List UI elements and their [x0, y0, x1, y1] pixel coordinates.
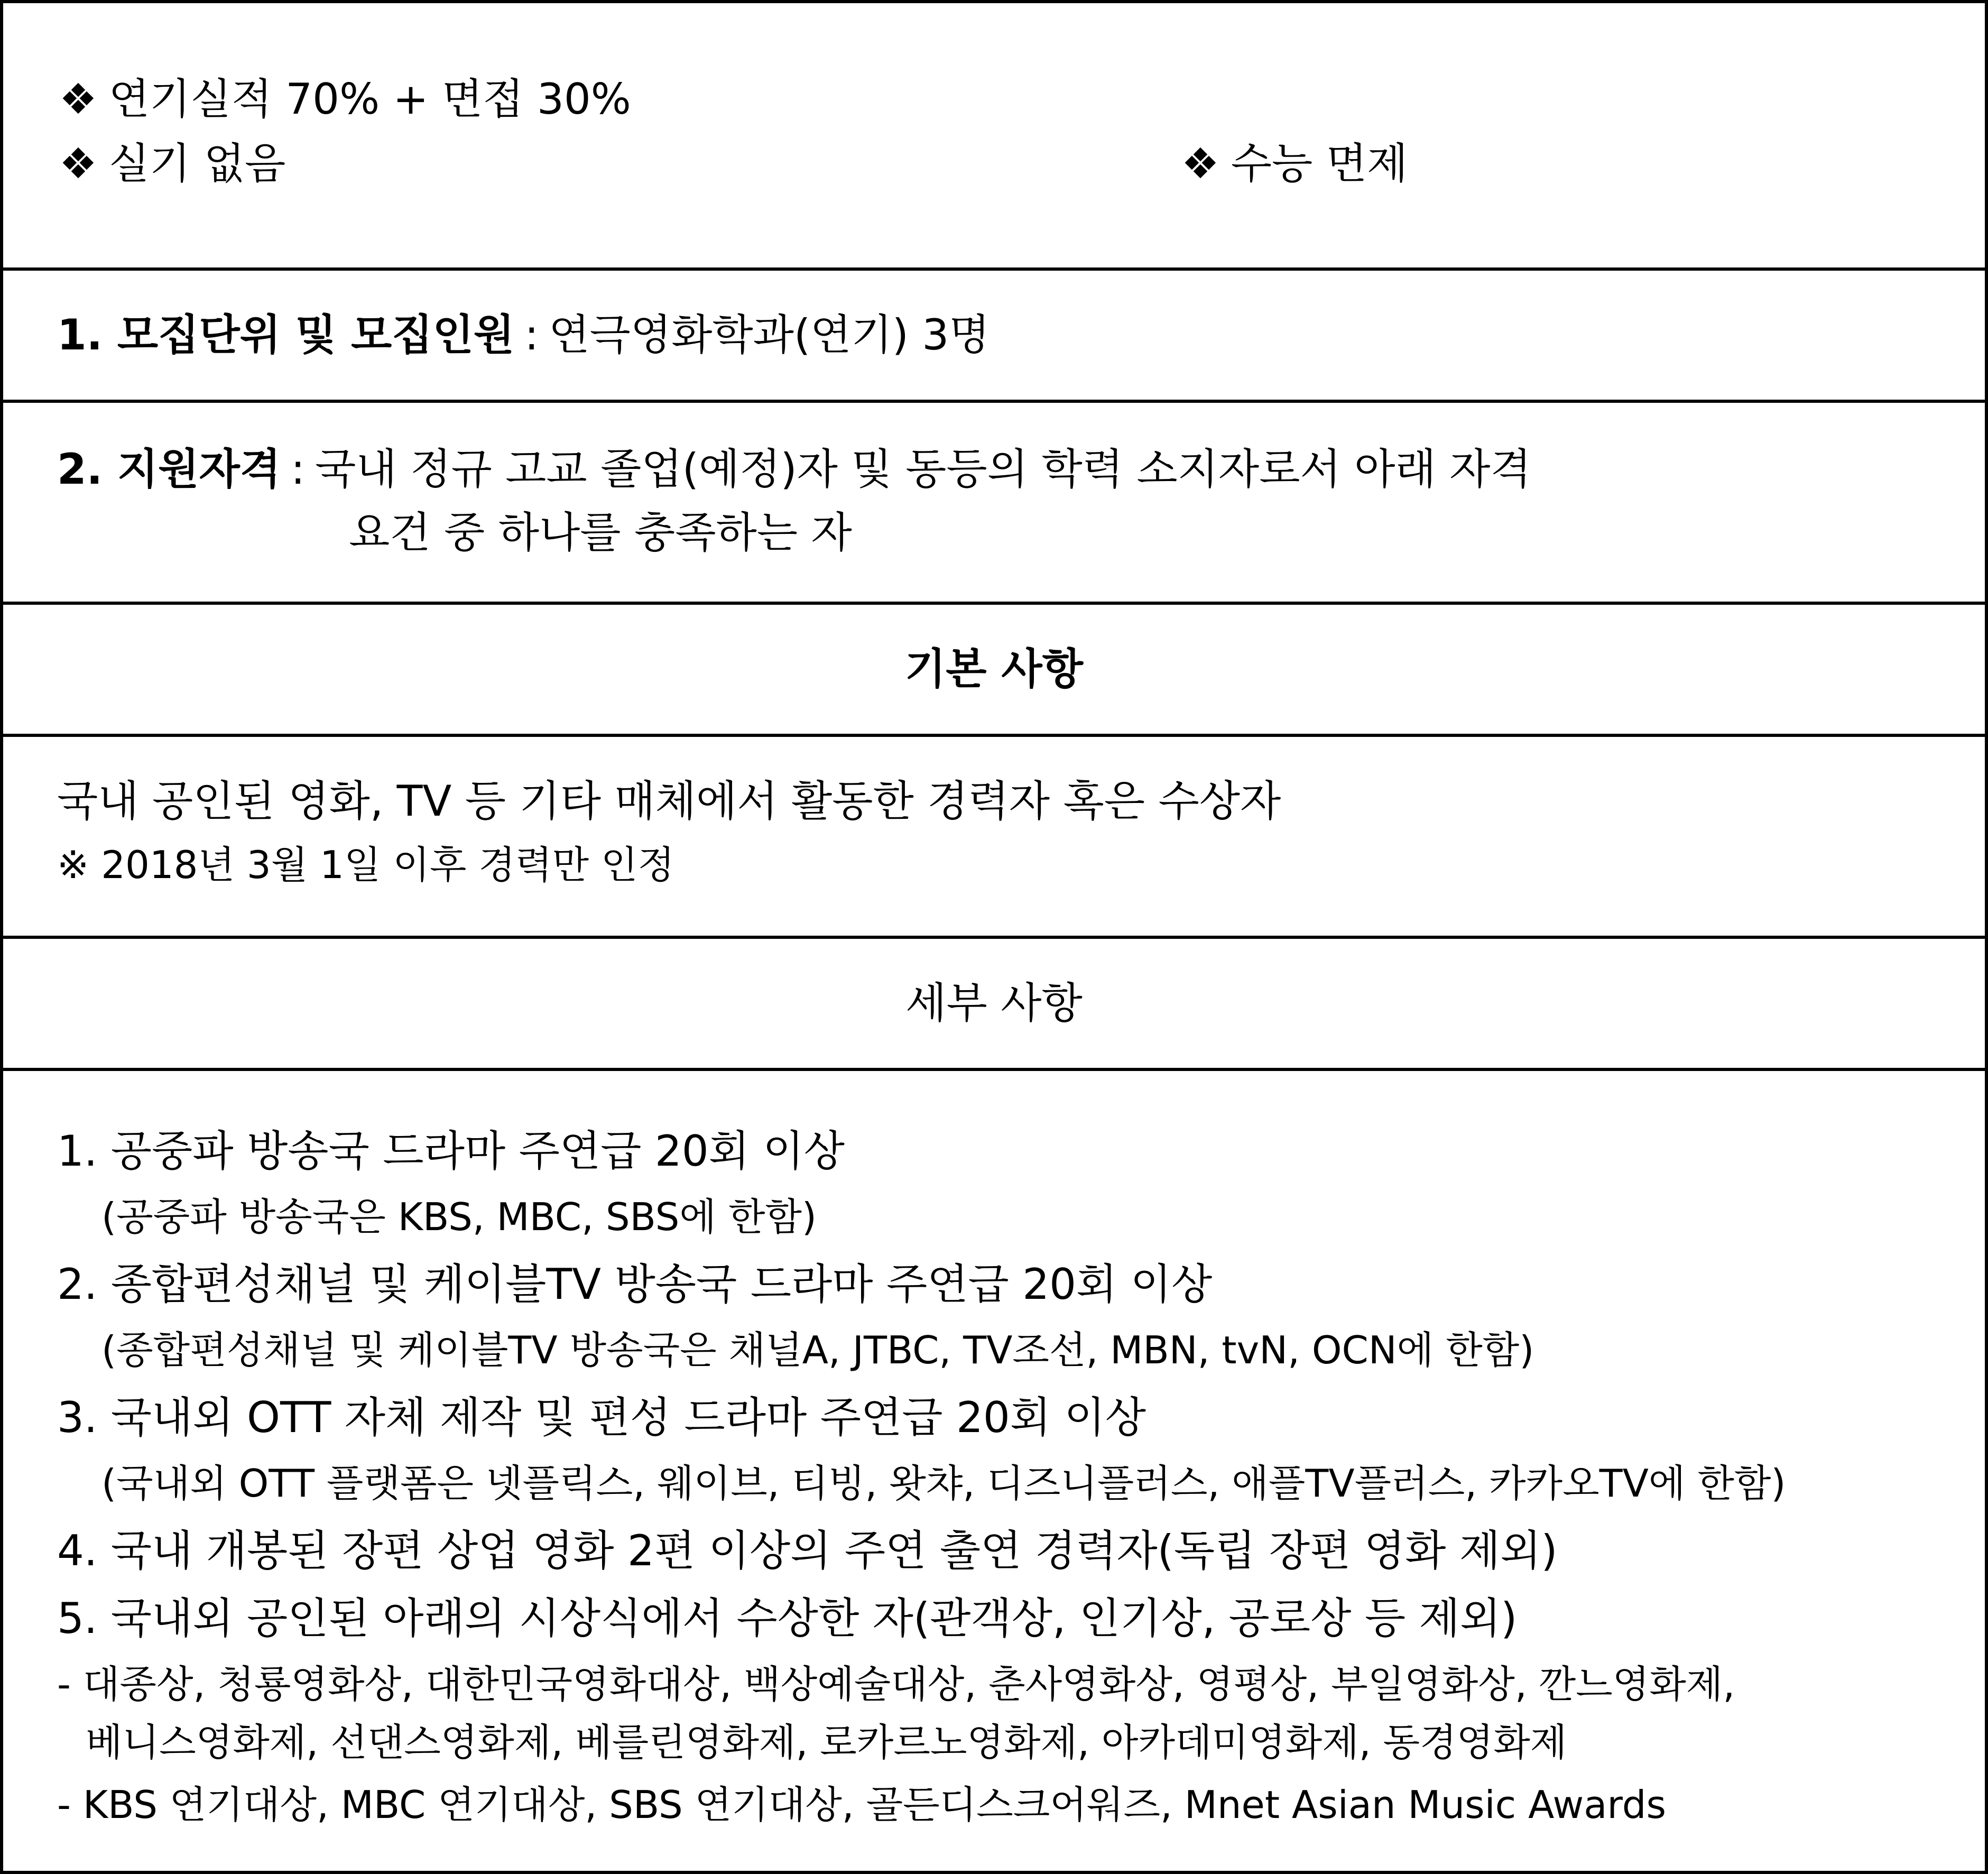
detail-item-3: 3. 국내외 OTT 자체 제작 및 편성 드라마 주연급 20회 이상	[57, 1393, 1146, 1442]
detail-item-5: 5. 국내외 공인된 아래의 시상식에서 수상한 자(관객상, 인기상, 공로상 등 제외)	[57, 1594, 1518, 1643]
csat-line	[1181, 139, 1408, 188]
basic-heading: 기본 사항	[905, 644, 1083, 694]
awards-list-1: - 대종상, 청룡영화상, 대한민국영화대상, 백상예술대상, 춘사영화상, 영평상, 부일영화상, 깐느영화제,	[57, 1662, 1735, 1706]
details-heading-row	[0, 936, 1988, 1071]
details-content-row	[0, 1068, 1988, 1874]
detail-item-2: 2. 종합편성채널 및 케이블TV 방송국 드라마 주연급 20회 이상	[57, 1260, 1213, 1309]
eligibility-row	[0, 400, 1988, 605]
csat-text: 수능 면제	[1231, 139, 1408, 188]
bullet-icon: ❖	[1181, 139, 1219, 188]
recruitment-separator: :	[524, 310, 539, 359]
detail-item-1: 1. 공중파 방송국 드라마 주연급 20회 이상	[57, 1127, 845, 1176]
detail-item-4: 4. 국내 개봉된 장편 상업 영화 2편 이상의 주연 출연 경력자(독립 장편 영화 제외)	[57, 1526, 1558, 1575]
recruitment-label: 1. 모집단위 및 모집인원	[57, 310, 515, 359]
details-heading: 세부 사항	[905, 978, 1083, 1028]
practical-text: 실기 없음	[108, 139, 286, 188]
basic-note: ※ 2018년 3월 1일 이후 경력만 인정	[57, 843, 675, 887]
eligibility-label: 2. 지원자격	[57, 445, 281, 494]
detail-note-3: (국내외 OTT 플랫폼은 넷플릭스, 웨이브, 티빙, 왓챠, 디즈니플러스, 애플TV플러스, 카카오TV에 한함)	[101, 1461, 1786, 1506]
selection-method-text: 연기실적 70% + 면접 30%	[108, 75, 631, 124]
selection-method-row	[0, 0, 1988, 271]
recruitment-value: 연극영화학과(연기) 3명	[549, 310, 990, 359]
basic-heading-row	[0, 602, 1988, 737]
detail-note-2: (종합편성채널 및 케이블TV 방송국은 채널A, JTBC, TV조선, MBN, tvN, OCN에 한함)	[101, 1328, 1534, 1372]
awards-list-2: - KBS 연기대상, MBC 연기대상, SBS 연기대상, 골든디스크어워즈, Mnet Asian Music Awards	[57, 1783, 1666, 1827]
bullet-icon: ❖	[59, 75, 97, 124]
detail-note-1: (공중파 방송국은 KBS, MBC, SBS에 한함)	[101, 1195, 817, 1239]
recruitment-row	[0, 267, 1988, 403]
basic-text: 국내 공인된 영화, TV 등 기타 매체에서 활동한 경력자 혹은 수상자	[57, 777, 1281, 826]
recruitment-line	[57, 310, 990, 359]
bullet-icon: ❖	[59, 139, 97, 188]
eligibility-text-1: 국내 정규 고교 졸업(예정)자 및 동등의 학력 소지자로서 아래 자격	[315, 445, 1531, 494]
eligibility-line-1	[57, 445, 1531, 494]
basic-content-row	[0, 734, 1988, 939]
selection-method-line	[59, 75, 631, 124]
eligibility-text-2: 요건 중 하나를 충족하는 자	[349, 508, 852, 557]
eligibility-separator: :	[291, 445, 306, 494]
practical-line	[59, 139, 286, 188]
awards-list-1-cont: 베니스영화제, 선댄스영화제, 베를린영화제, 로카르노영화제, 아카데미영화제, 동경영화제	[86, 1720, 1567, 1765]
